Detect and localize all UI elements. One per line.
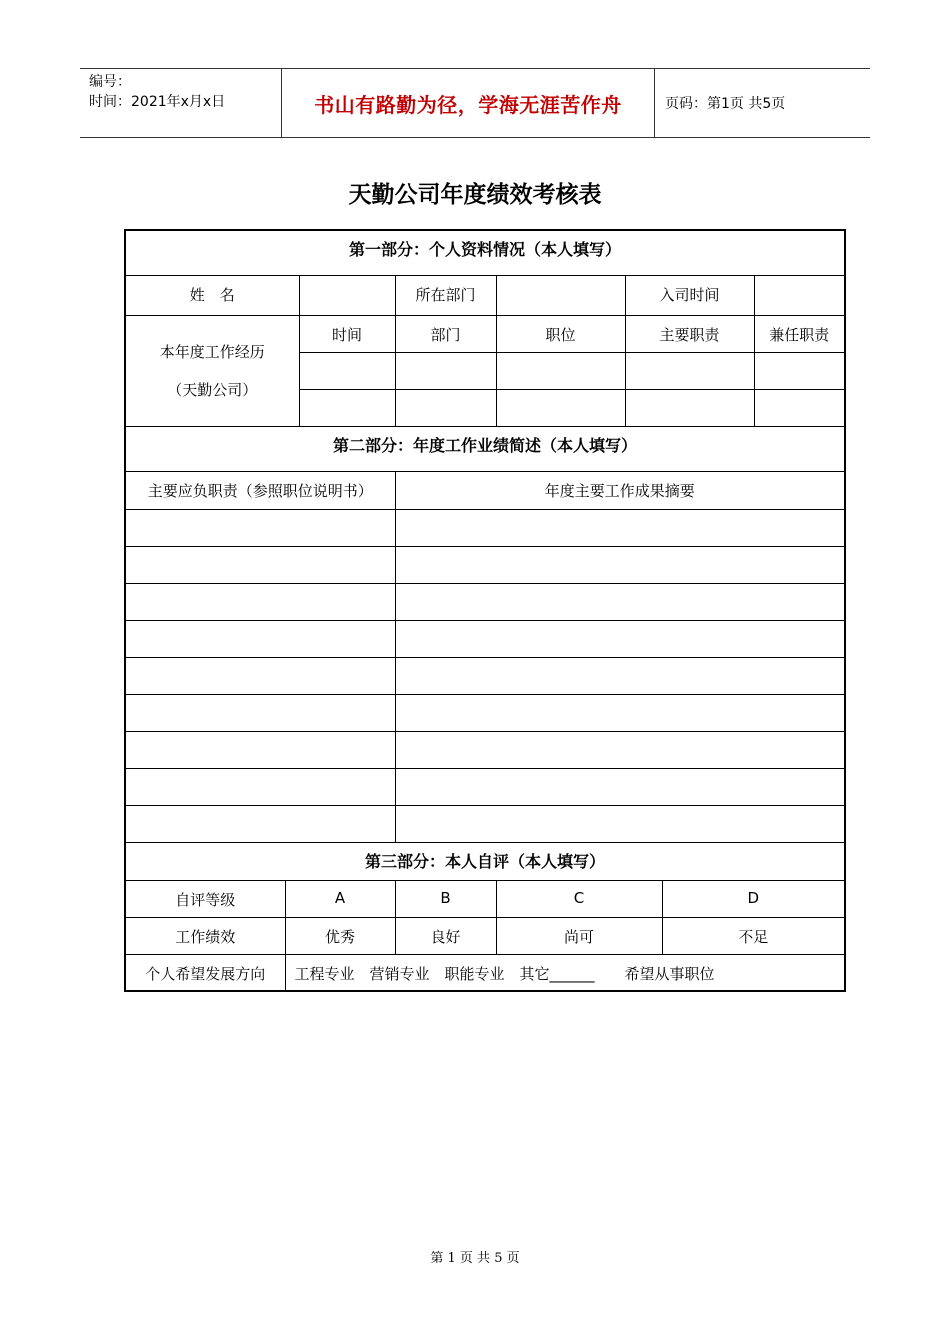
join-date-label: 入司时间 <box>625 275 754 315</box>
performance-label: 工作绩效 <box>125 917 285 954</box>
grade-label: 自评等级 <box>125 880 285 917</box>
page-footer: 第 1 页 共 5 页 <box>430 1251 520 1266</box>
name-label: 姓 名 <box>125 275 299 315</box>
appraisal-form-table <box>124 229 846 992</box>
motto: 书山有路勤为径，学海无涯苦作舟 <box>314 92 622 117</box>
grade-b[interactable]: B <box>395 880 496 917</box>
join-date-field[interactable] <box>754 275 845 315</box>
duties-header: 主要应负职责（参照职位说明书） <box>125 471 395 509</box>
time-label: 时间：2021年x月x日 <box>89 94 226 110</box>
development-options[interactable]: 工程专业 营销专业 职能专业 其它______ 希望从事职位 <box>285 954 845 991</box>
col-position: 职位 <box>496 315 625 352</box>
result-cell[interactable] <box>395 657 845 694</box>
perf-fair[interactable]: 尚可 <box>496 917 662 954</box>
exp-cell[interactable] <box>496 389 625 426</box>
header-motto-cell <box>282 69 655 137</box>
exp-line1: 本年度工作经历 <box>159 342 265 361</box>
exp-cell[interactable] <box>496 352 625 389</box>
result-cell[interactable] <box>395 620 845 657</box>
exp-cell[interactable] <box>625 352 754 389</box>
result-cell[interactable] <box>395 768 845 805</box>
perf-poor[interactable]: 不足 <box>662 917 845 954</box>
duty-cell[interactable] <box>125 805 395 842</box>
result-cell[interactable] <box>395 509 845 546</box>
page-label: 页码：第1页 共5页 <box>665 96 786 112</box>
duty-cell[interactable] <box>125 694 395 731</box>
duty-cell[interactable] <box>125 657 395 694</box>
grade-a[interactable]: A <box>285 880 395 917</box>
form-title: 天勤公司年度绩效考核表 <box>348 182 602 208</box>
exp-cell[interactable] <box>754 389 845 426</box>
result-cell[interactable] <box>395 583 845 620</box>
result-cell[interactable] <box>395 805 845 842</box>
header-meta-cell <box>80 69 282 137</box>
perf-excellent[interactable]: 优秀 <box>285 917 395 954</box>
duty-cell[interactable] <box>125 583 395 620</box>
dept-label: 所在部门 <box>395 275 496 315</box>
name-field[interactable] <box>299 275 395 315</box>
dept-field[interactable] <box>496 275 625 315</box>
col-dept: 部门 <box>395 315 496 352</box>
perf-good[interactable]: 良好 <box>395 917 496 954</box>
duty-cell[interactable] <box>125 731 395 768</box>
part3-heading: 第三部分：本人自评（本人填写） <box>125 842 845 880</box>
result-cell[interactable] <box>395 546 845 583</box>
result-cell[interactable] <box>395 731 845 768</box>
grade-c[interactable]: C <box>496 880 662 917</box>
number-label: 编号： <box>89 74 131 90</box>
part1-heading: 第一部分：个人资料情况（本人填写） <box>125 230 845 275</box>
exp-cell[interactable] <box>395 352 496 389</box>
work-experience-label <box>125 315 299 426</box>
exp-cell[interactable] <box>299 389 395 426</box>
part2-heading: 第二部分：年度工作业绩简述（本人填写） <box>125 426 845 471</box>
result-cell[interactable] <box>395 694 845 731</box>
exp-cell[interactable] <box>395 389 496 426</box>
exp-cell[interactable] <box>299 352 395 389</box>
header-page-cell <box>655 69 870 137</box>
development-label: 个人希望发展方向 <box>125 954 285 991</box>
duty-cell[interactable] <box>125 509 395 546</box>
grade-d[interactable]: D <box>662 880 845 917</box>
exp-line2: （天勤公司） <box>167 380 258 399</box>
exp-cell[interactable] <box>625 389 754 426</box>
results-header: 年度主要工作成果摘要 <box>395 471 845 509</box>
duty-cell[interactable] <box>125 620 395 657</box>
col-time: 时间 <box>299 315 395 352</box>
duty-cell[interactable] <box>125 546 395 583</box>
document-header <box>80 68 870 138</box>
exp-cell[interactable] <box>754 352 845 389</box>
duty-cell[interactable] <box>125 768 395 805</box>
col-extra-duty: 兼任职责 <box>754 315 845 352</box>
col-main-duty: 主要职责 <box>625 315 754 352</box>
